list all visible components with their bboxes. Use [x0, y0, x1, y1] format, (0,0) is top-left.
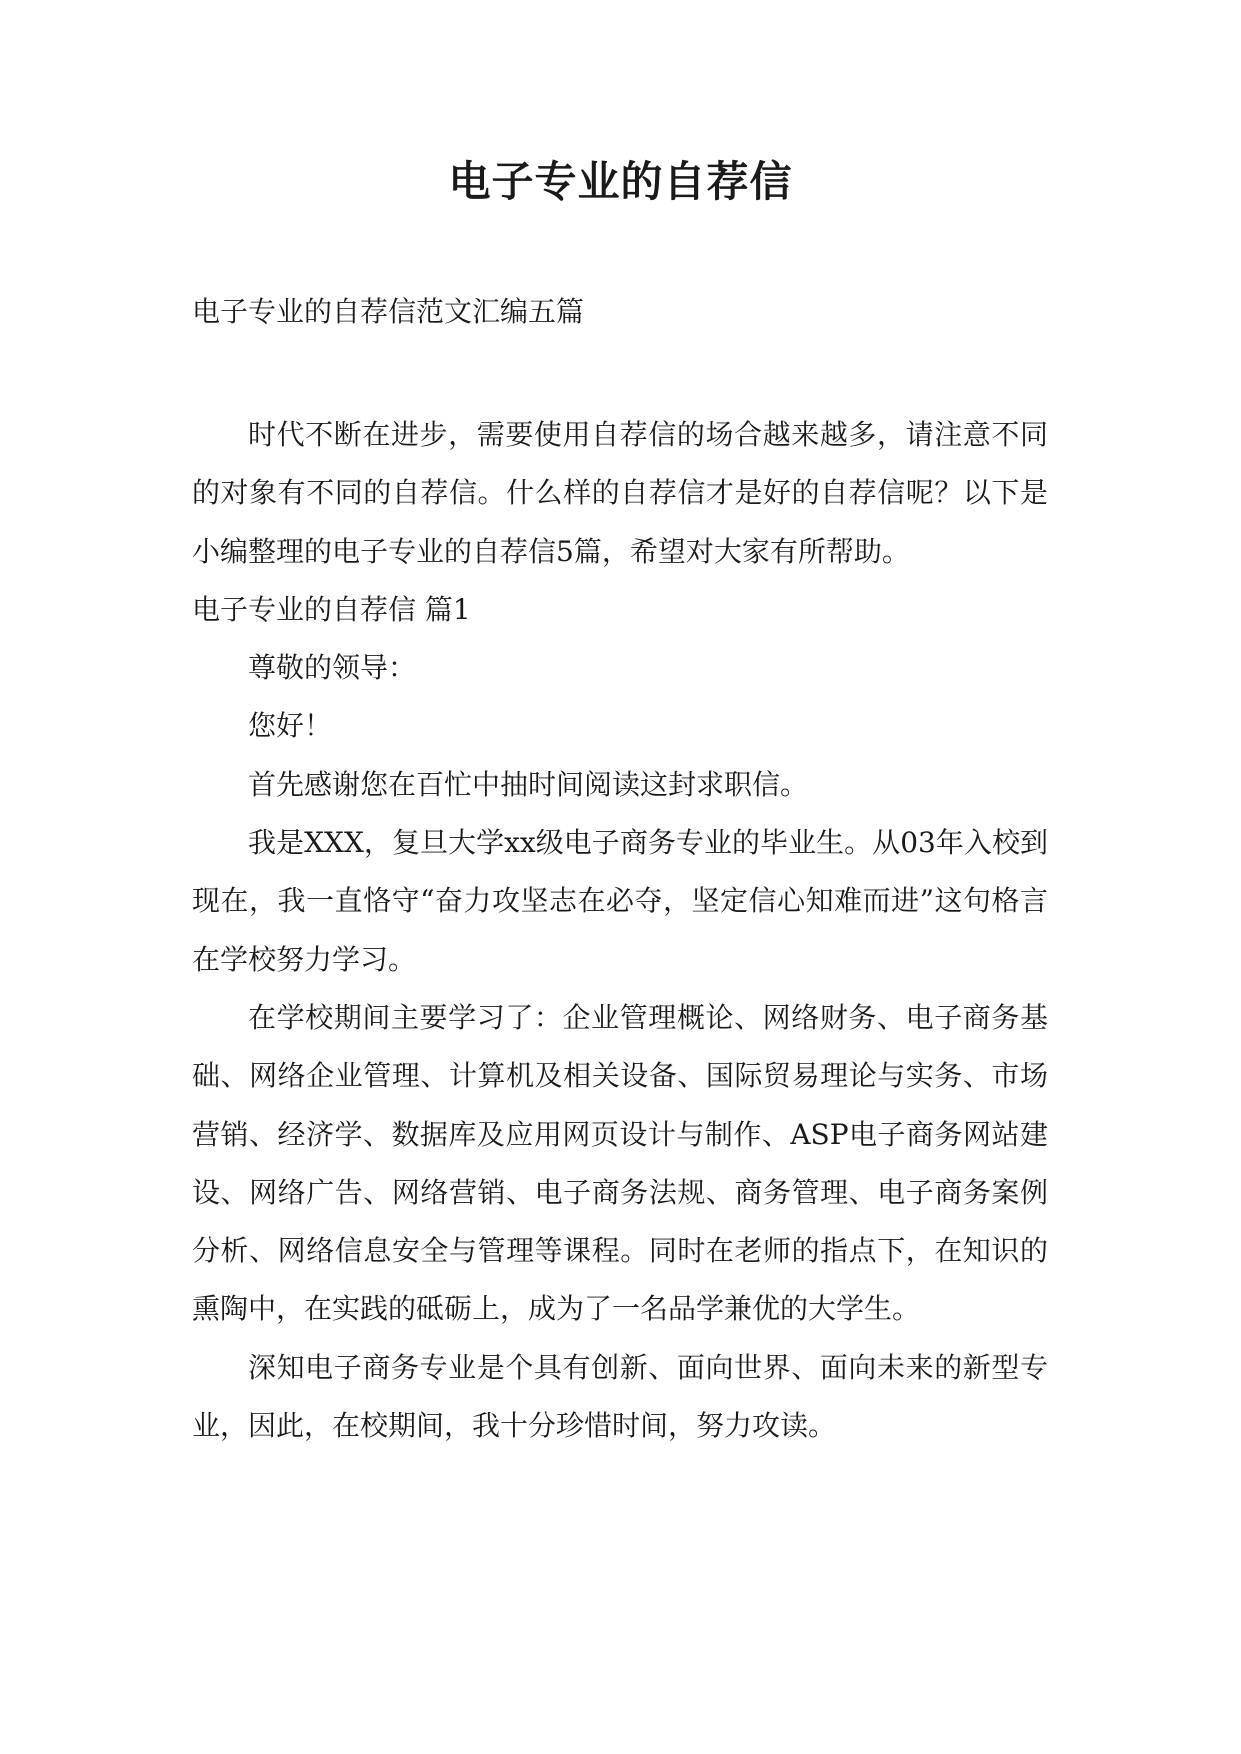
- document-body: [192, 406, 1048, 1455]
- paragraph-courses: 在学校期间主要学习了：企业管理概论、网络财务、电子商务基础、网络企业管理、计算机及相关设备、国际贸易理论与实务、市场营销、经济学、数据库及应用网页设计与制作、ASP电子商务网站建设、网络广告、网络营销、电子商务法规、商务管理、电子商务案例分析、网络信息安全与管理等课程。同时在老师的指点下，在知识的熏陶中，在实践的砥砺上，成为了一名品学兼优的大学生。: [192, 1000, 1048, 1326]
- paragraph-intro: 时代不断在进步，需要使用自荐信的场合越来越多，请注意不同的对象有不同的自荐信。什么样的自荐信才是好的自荐信呢？以下是小编整理的电子专业的自荐信5篇，希望对大家有所帮助。: [192, 418, 1048, 568]
- paragraph-thanks: 首先感谢您在百忙中抽时间阅读这封求职信。: [248, 767, 809, 801]
- page-subtitle: 电子专业的自荐信范文汇编五篇: [192, 295, 585, 328]
- greeting: 您好！: [248, 709, 333, 743]
- section-heading: 电子专业的自荐信 篇1: [192, 592, 471, 626]
- page-title: 电子专业的自荐信: [448, 157, 793, 206]
- paragraph-introduction: 我是XXX，复旦大学xx级电子商务专业的毕业生。从03年入校到现在，我一直恪守“奋力攻坚志在必夺，坚定信心知难而进”这句格言在学校努力学习。: [192, 826, 1048, 976]
- paragraph-major: 深知电子商务专业是个具有创新、面向世界、面向未来的新型专业，因此，在校期间，我十分珍惜时间，努力攻读。: [192, 1350, 1048, 1443]
- salutation: 尊敬的领导：: [248, 651, 417, 685]
